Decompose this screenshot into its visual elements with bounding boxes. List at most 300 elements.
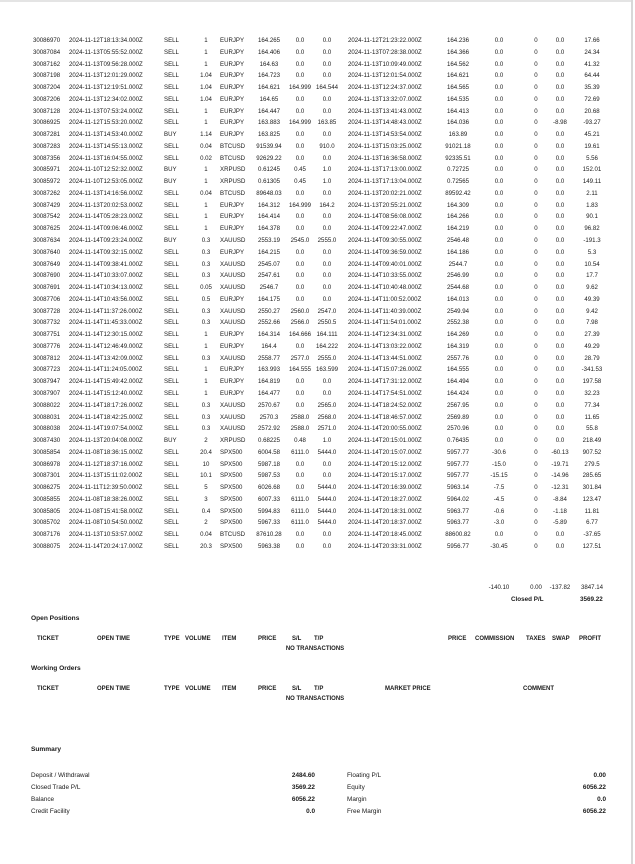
cell-taxes: 0	[534, 425, 538, 433]
cell-open-time: 2024-11-10T12:53:05.000Z	[69, 178, 143, 186]
cell-swap: 0.0	[555, 84, 565, 92]
cell-swap: 0.0	[555, 425, 565, 433]
cell-close-time: 2024-11-13T16:36:58.000Z	[348, 154, 422, 162]
cell-ticket: 30087176	[33, 531, 61, 539]
cell-open-time: 2024-11-14T15:49:42.000Z	[69, 378, 143, 386]
cell-swap: 0.0	[555, 342, 565, 350]
cell-tp: 0.0	[322, 154, 332, 162]
cell-tp: 2565.0	[317, 401, 337, 409]
cell-profit: 11.81	[584, 507, 600, 515]
cell-profit: 6.77	[586, 519, 598, 527]
cell-ticket: 30087198	[33, 72, 61, 80]
cell-sl: 0.0	[295, 542, 305, 550]
cell-price: 0.61245	[257, 166, 281, 174]
cell-item: BTCUSD	[220, 189, 246, 197]
cell-profit: 55.8	[586, 425, 598, 433]
cell-volume: 0.04	[200, 189, 212, 197]
cell-open-time: 2024-11-13T20:04:08.000Z	[69, 437, 143, 445]
cell-close-time: 2024-11-14T20:00:55.000Z	[348, 425, 422, 433]
cell-open-time: 2024-11-14T10:33:07.000Z	[69, 272, 143, 280]
cell-commission: 0.0	[494, 389, 504, 397]
cell-close-price: 164.236	[446, 37, 470, 44]
cell-swap: -19.71	[551, 460, 569, 468]
cell-close-price: 164.036	[446, 119, 470, 127]
cell-taxes: 0	[534, 154, 538, 162]
cell-sl: 0.0	[295, 60, 305, 68]
cell-item: EURJPY	[220, 342, 245, 350]
cell-price: 164.406	[257, 48, 281, 56]
cell-item: EURJPY	[220, 389, 245, 397]
cell-type: SELL	[164, 484, 179, 492]
cell-close-time: 2024-11-14T20:15:07.000Z	[348, 448, 422, 456]
cell-type: BUY	[164, 237, 177, 245]
col-market-price: MARKET PRICE	[385, 686, 431, 692]
cell-tp: 0.0	[322, 225, 332, 233]
cell-type: SELL	[164, 142, 179, 150]
cell-type: SELL	[164, 189, 179, 197]
cell-tp: 910.0	[319, 142, 335, 150]
cell-item: SPX500	[220, 519, 243, 527]
cell-swap: 0.0	[555, 248, 565, 256]
cell-swap: -60.13	[551, 448, 569, 456]
table-row	[0, 459, 630, 471]
cell-type: SELL	[164, 272, 179, 280]
cell-volume: 2	[204, 519, 208, 527]
cell-open-time: 2024-11-13T09:56:28.000Z	[69, 60, 143, 68]
cell-swap: -1.18	[553, 507, 567, 515]
cell-taxes: 0	[534, 389, 538, 397]
cell-type: SELL	[164, 448, 179, 456]
summary-value: 0.00	[593, 772, 606, 779]
cell-profit: 17.7	[586, 272, 598, 280]
cell-item: BTCUSD	[220, 142, 246, 150]
cell-close-price: 164.494	[446, 378, 470, 386]
cell-profit: 27.39	[584, 331, 600, 339]
cell-open-time: 2024-11-14T18:42:25.000Z	[69, 413, 143, 421]
cell-price: 2570.3	[259, 413, 279, 421]
cell-swap: 0.0	[555, 307, 565, 315]
summary-row	[0, 782, 630, 794]
cell-volume: 0.3	[201, 354, 211, 362]
cell-close-price: 2546.48	[446, 237, 470, 245]
cell-taxes: 0	[534, 142, 538, 150]
cell-taxes: 0	[534, 37, 538, 44]
cell-close-price: 2546.99	[446, 272, 470, 280]
cell-item: XRPUSD	[220, 437, 246, 445]
summary-row	[0, 794, 630, 806]
cell-taxes: 0	[534, 354, 538, 362]
cell-sl: 0.0	[295, 37, 305, 44]
cell-close-price: 164.366	[446, 48, 470, 56]
summary-row	[0, 770, 630, 782]
cell-tp: 0.0	[322, 60, 332, 68]
table-row	[0, 282, 630, 294]
cell-item: EURJPY	[220, 107, 245, 115]
cell-commission: 0.0	[494, 225, 504, 233]
cell-profit: 9.42	[586, 307, 598, 315]
cell-close-price: 5963.77	[446, 519, 470, 527]
cell-tp: 0.0	[322, 72, 332, 80]
cell-swap: -8.98	[553, 119, 567, 127]
cell-price: 5963.38	[257, 542, 281, 550]
cell-close-time: 2024-11-14T20:16:39.000Z	[348, 484, 422, 492]
cell-type: SELL	[164, 495, 179, 503]
col-sl: S/L	[292, 686, 302, 692]
cell-close-price: 2549.94	[446, 307, 470, 315]
cell-open-time: 2024-11-14T12:30:15.000Z	[69, 331, 143, 339]
cell-tp: 0.0	[322, 131, 332, 139]
working-orders-header	[0, 684, 630, 694]
cell-taxes: 0	[534, 378, 538, 386]
cell-close-price: 5957.77	[446, 472, 470, 480]
cell-sl: 0.0	[295, 154, 305, 162]
cell-taxes: 0	[534, 201, 538, 209]
cell-volume: 1.04	[200, 95, 212, 103]
cell-open-time: 2024-11-14T13:42:09.000Z	[69, 354, 143, 362]
cell-type: SELL	[164, 60, 179, 68]
cell-close-time: 2024-11-14T17:54:51.000Z	[348, 389, 422, 397]
cell-close-time: 2024-11-14T18:24:52.000Z	[348, 401, 422, 409]
col-sl: S/L	[292, 636, 302, 642]
cell-tp: 2555.0	[317, 237, 337, 245]
cell-profit: -93.27	[583, 119, 601, 127]
cell-item: SPX500	[220, 472, 243, 480]
cell-profit: 28.79	[584, 354, 600, 362]
cell-volume: 2	[204, 437, 208, 445]
table-row	[0, 306, 630, 318]
cell-close-time: 2024-11-14T13:03:22.000Z	[348, 342, 422, 350]
cell-price: 91539.94	[256, 142, 282, 150]
cell-close-time: 2024-11-13T15:03:25.000Z	[348, 142, 422, 150]
cell-sl: 6111.0	[291, 507, 309, 515]
cell-ticket: 30087429	[33, 201, 61, 209]
table-row	[0, 435, 630, 447]
cell-swap: 0.0	[555, 413, 565, 421]
cell-close-price: 164.424	[446, 389, 470, 397]
cell-profit: 49.29	[584, 342, 600, 350]
cell-swap: 0.0	[555, 378, 565, 386]
cell-sl: 0.0	[295, 389, 305, 397]
table-row	[0, 341, 630, 353]
cell-swap: -12.31	[551, 484, 569, 492]
cell-commission: 0.0	[494, 366, 504, 374]
cell-close-price: 5957.77	[446, 460, 470, 468]
table-row	[0, 329, 630, 341]
cell-taxes: 0	[534, 84, 538, 92]
cell-swap: 0.0	[555, 37, 565, 44]
col-swap: SWAP	[552, 636, 570, 642]
cell-profit: -191.3	[583, 237, 601, 245]
cell-item: SPX500	[220, 542, 243, 550]
cell-profit: 285.65	[582, 472, 602, 480]
cell-open-time: 2024-11-12T15:53:20.000Z	[69, 119, 143, 127]
cell-sl: 0.0	[295, 225, 305, 233]
cell-close-time: 2024-11-13T13:41:43.000Z	[348, 107, 422, 115]
summary-value: 3569.22	[291, 784, 315, 791]
cell-price: 2546.7	[259, 284, 279, 292]
cell-close-price: 0.72565	[446, 178, 470, 186]
cell-sl: 0.0	[295, 95, 305, 103]
cell-type: SELL	[164, 48, 179, 56]
cell-ticket: 30087281	[33, 131, 61, 139]
cell-volume: 1	[204, 378, 208, 386]
cell-ticket: 30087776	[33, 342, 61, 350]
cell-close-time: 2024-11-14T13:44:51.000Z	[348, 354, 422, 362]
cell-item: SPX500	[220, 495, 243, 503]
cell-commission: 0.0	[494, 354, 504, 362]
table-row	[0, 400, 630, 412]
col-comment: COMMENT	[523, 686, 554, 692]
cell-commission: -30.6	[492, 448, 506, 456]
col-profit: PROFIT	[579, 636, 601, 642]
cell-ticket: 30087907	[33, 389, 61, 397]
cell-type: SELL	[164, 72, 179, 80]
cell-taxes: 0	[534, 460, 538, 468]
cell-sl: 0.0	[295, 213, 305, 221]
cell-sl: 0.0	[295, 295, 305, 303]
cell-item: XRPUSD	[220, 166, 246, 174]
cell-volume: 1	[204, 225, 208, 233]
cell-commission: 0.0	[494, 413, 504, 421]
cell-volume: 20.4	[200, 448, 212, 456]
cell-sl: 164.666	[288, 331, 312, 339]
cell-open-time: 2024-11-14T09:32:15.000Z	[69, 248, 143, 256]
cell-item: EURJPY	[220, 84, 245, 92]
summary-label: Deposit / Withdrawal	[31, 772, 90, 779]
col-volume: VOLUME	[185, 686, 211, 692]
cell-profit: 301.84	[582, 484, 602, 492]
summary-label: Free Margin	[347, 808, 382, 815]
total-commission: -140.10	[488, 584, 510, 591]
cell-close-time: 2024-11-14T20:15:12.000Z	[348, 460, 422, 468]
cell-ticket: 30087691	[33, 284, 61, 292]
cell-price: 164.215	[257, 248, 281, 256]
cell-tp: 0.0	[322, 260, 332, 268]
cell-swap: 0.0	[555, 237, 565, 245]
cell-sl: 0.0	[295, 472, 305, 480]
cell-close-price: 5957.77	[446, 448, 470, 456]
cell-open-time: 2024-11-14T19:07:54.000Z	[69, 425, 143, 433]
cell-taxes: 0	[534, 448, 538, 456]
cell-price: 5987.18	[257, 460, 281, 468]
cell-ticket: 30087728	[33, 307, 61, 315]
cell-type: SELL	[164, 119, 179, 127]
cell-profit: 77.34	[584, 401, 600, 409]
cell-close-time: 2024-11-13T20:55:21.000Z	[348, 201, 422, 209]
cell-close-time: 2024-11-14T15:07:26.000Z	[348, 366, 422, 374]
cell-tp: 2547.0	[317, 307, 337, 315]
cell-ticket: 30085972	[33, 178, 61, 186]
cell-profit: 41.32	[584, 60, 600, 68]
cell-tp: 0.0	[322, 213, 332, 221]
cell-profit: 907.52	[582, 448, 602, 456]
table-row	[0, 35, 630, 47]
open-positions-empty: NO TRANSACTIONS	[285, 646, 345, 652]
cell-close-price: 164.186	[446, 248, 470, 256]
cell-tp: 0.0	[322, 378, 332, 386]
cell-sl: 0.45	[294, 166, 306, 174]
col-type: TYPE	[164, 636, 180, 642]
cell-type: SELL	[164, 519, 179, 527]
cell-open-time: 2024-11-13T14:55:13.000Z	[69, 142, 143, 150]
cell-close-time: 2024-11-14T20:15:01.000Z	[348, 437, 422, 445]
cell-open-time: 2024-11-13T16:04:55.000Z	[69, 154, 143, 162]
cell-ticket: 30087690	[33, 272, 61, 280]
cell-taxes: 0	[534, 413, 538, 421]
cell-commission: 0.0	[494, 307, 504, 315]
cell-ticket: 30085854	[33, 448, 61, 456]
cell-close-time: 2024-11-13T20:02:21.000Z	[348, 189, 422, 197]
cell-volume: 1	[204, 213, 208, 221]
cell-ticket: 30086970	[33, 37, 61, 44]
cell-volume: 1	[204, 107, 208, 115]
cell-type: SELL	[164, 342, 179, 350]
closed-pl-value: 3569.22	[580, 596, 603, 603]
cell-close-price: 5956.77	[446, 542, 470, 550]
cell-commission: 0.0	[494, 201, 504, 209]
cell-close-time: 2024-11-14T18:46:57.000Z	[348, 413, 422, 421]
cell-sl: 0.0	[295, 378, 305, 386]
cell-close-time: 2024-11-14T20:18:37.000Z	[348, 519, 422, 527]
cell-sl: 0.0	[295, 248, 305, 256]
cell-volume: 0.3	[201, 248, 211, 256]
cell-swap: 0.0	[555, 48, 565, 56]
cell-close-price: 5963.14	[446, 484, 470, 492]
cell-sl: 0.0	[295, 107, 305, 115]
cell-swap: 0.0	[555, 542, 565, 550]
cell-open-time: 2024-11-13T12:01:29.000Z	[69, 72, 143, 80]
cell-swap: 0.0	[555, 354, 565, 362]
cell-open-time: 2024-11-14T15:12:40.000Z	[69, 389, 143, 397]
cell-type: SELL	[164, 84, 179, 92]
cell-sl: 0.45	[294, 178, 306, 186]
cell-volume: 0.3	[201, 272, 211, 280]
cell-close-price: 91021.18	[445, 142, 471, 150]
table-row	[0, 447, 630, 459]
open-positions-header	[0, 634, 630, 644]
cell-tp: 1.0	[322, 437, 332, 445]
cell-ticket: 30087732	[33, 319, 61, 327]
cell-close-time: 2024-11-14T09:30:55.000Z	[348, 237, 422, 245]
cell-price: 164.414	[257, 213, 281, 221]
cell-tp: 0.0	[322, 107, 332, 115]
cell-price: 92629.22	[256, 154, 282, 162]
cell-swap: 0.0	[555, 319, 565, 327]
cell-item: SPX500	[220, 507, 243, 515]
cell-volume: 0.3	[201, 401, 211, 409]
cell-commission: 0.0	[494, 248, 504, 256]
cell-open-time: 2024-11-08T18:38:26.000Z	[69, 495, 143, 503]
cell-sl: 2588.0	[290, 413, 310, 421]
table-row	[0, 141, 630, 153]
cell-price: 164.723	[257, 72, 281, 80]
cell-close-price: 164.555	[446, 366, 470, 374]
cell-close-time: 2024-11-14T11:00:52.000Z	[348, 295, 422, 303]
cell-price: 2570.67	[257, 401, 281, 409]
cell-close-time: 2024-11-13T17:13:04.000Z	[348, 178, 422, 186]
cell-open-time: 2024-11-14T05:28:23.000Z	[69, 213, 143, 221]
cell-price: 0.68225	[257, 437, 281, 445]
cell-sl: 0.0	[295, 260, 305, 268]
table-row	[0, 176, 630, 188]
cell-close-price: 2544.7	[448, 260, 468, 268]
cell-type: SELL	[164, 378, 179, 386]
cell-profit: -37.65	[583, 531, 601, 539]
cell-close-price: 5963.77	[446, 507, 470, 515]
cell-ticket: 30086925	[33, 119, 61, 127]
cell-volume: 0.3	[201, 319, 211, 327]
cell-type: BUY	[164, 131, 177, 139]
cell-close-price: 163.89	[448, 131, 468, 139]
cell-type: SELL	[164, 401, 179, 409]
cell-price: 2552.66	[257, 319, 281, 327]
cell-price: 5994.83	[257, 507, 281, 515]
cell-close-time: 2024-11-14T20:18:45.000Z	[348, 531, 422, 539]
summary-label: Floating P/L	[347, 772, 382, 779]
cell-taxes: 0	[534, 437, 538, 445]
table-row	[0, 423, 630, 435]
cell-close-price: 164.319	[446, 342, 470, 350]
cell-commission: 0.0	[494, 331, 504, 339]
col-price: PRICE	[258, 636, 277, 642]
cell-taxes: 0	[534, 542, 538, 550]
cell-volume: 1	[204, 342, 208, 350]
cell-tp: 2555.0	[317, 354, 337, 362]
cell-taxes: 0	[534, 107, 538, 115]
cell-profit: 197.58	[582, 378, 602, 386]
cell-tp: 0.0	[322, 472, 332, 480]
cell-price: 164.65	[259, 95, 279, 103]
table-row	[0, 59, 630, 71]
cell-ticket: 30087301	[33, 472, 61, 480]
cell-open-time: 2024-11-12T18:37:16.000Z	[69, 460, 143, 468]
cell-sl: 2577.0	[290, 354, 310, 362]
table-row	[0, 153, 630, 165]
cell-sl: 0.0	[295, 189, 305, 197]
cell-close-time: 2024-11-14T20:15:17.000Z	[348, 472, 422, 480]
cell-type: SELL	[164, 472, 179, 480]
cell-commission: 0.0	[494, 437, 504, 445]
cell-volume: 1	[204, 389, 208, 397]
col-price: PRICE	[258, 686, 277, 692]
cell-profit: 1.83	[586, 201, 598, 209]
cell-commission: 0.0	[494, 531, 504, 539]
cell-item: SPX500	[220, 460, 243, 468]
cell-close-time: 2024-11-14T11:40:39.000Z	[348, 307, 422, 315]
cell-item: XRPUSD	[220, 178, 246, 186]
cell-taxes: 0	[534, 189, 538, 197]
cell-commission: -15.0	[492, 460, 506, 468]
cell-taxes: 0	[534, 342, 538, 350]
cell-type: BUY	[164, 437, 177, 445]
cell-item: EURJPY	[220, 378, 245, 386]
cell-commission: 0.0	[494, 401, 504, 409]
table-row	[0, 211, 630, 223]
cell-commission: 0.0	[494, 95, 504, 103]
cell-price: 2558.77	[257, 354, 281, 362]
table-row	[0, 353, 630, 365]
cell-commission: 0.0	[494, 342, 504, 350]
cell-close-price: 164.309	[446, 201, 470, 209]
cell-taxes: 0	[534, 260, 538, 268]
cell-close-time: 2024-11-13T13:32:07.000Z	[348, 95, 422, 103]
cell-tp: 5444.0	[317, 519, 337, 527]
cell-open-time: 2024-11-14T12:46:49.000Z	[69, 342, 143, 350]
cell-sl: 0.0	[295, 484, 305, 492]
table-row	[0, 129, 630, 141]
cell-open-time: 2024-11-14T11:37:26.000Z	[69, 307, 143, 315]
cell-taxes: 0	[534, 95, 538, 103]
